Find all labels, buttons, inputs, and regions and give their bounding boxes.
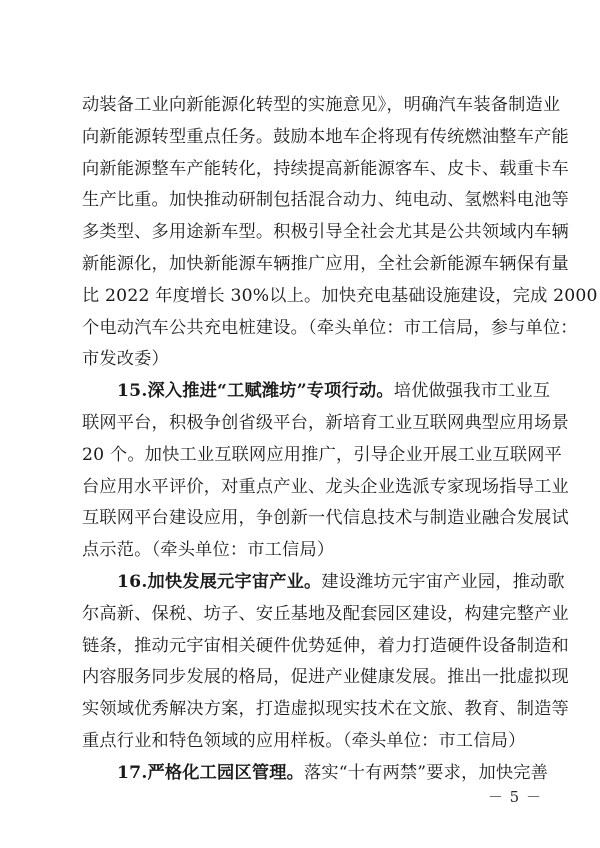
page-number: － 5 － — [487, 788, 542, 806]
text-line: 互联网平台建设应用，争创新一代信息技术与制造业融合发展试 — [82, 508, 569, 529]
paragraph-first-line — [82, 758, 549, 790]
paragraph-item-17 — [82, 758, 549, 790]
item-heading: 16.加快发展元宇宙产业。 — [117, 571, 322, 592]
text-line: 内容服务同步发展的格局，促进产业健康发展。推出一批虚拟现 — [82, 667, 569, 688]
text-line: 向新能源整车产能转化，持续提高新能源客车、皮卡、载重卡车 — [82, 158, 569, 179]
text-line: 个电动汽车公共充电桩建设。（牵头单位：市工信局，参与单位： — [82, 317, 578, 338]
text-line: 联网平台，积极争创省级平台，新培育工业互联网典型应用场景 — [82, 412, 569, 433]
paragraph-first-line — [82, 567, 565, 599]
text-run: 培优做强我市工业互 — [393, 381, 551, 402]
item-heading: 17.严格化工园区管理。 — [117, 762, 304, 783]
body-text — [82, 90, 598, 790]
text-line: 比 2022 年度增长 30%以上。加快充电基础设施建设，完成 2000 — [82, 285, 598, 306]
text-line: 动装备工业向新能源化转型的实施意见》，明确汽车装备制造业 — [82, 95, 561, 115]
text-line: 新能源化，加快新能源车辆推广应用，全社会新能源车辆保有量 — [82, 253, 569, 274]
paragraph-first-line — [82, 376, 551, 408]
paragraph-item-15 — [82, 376, 569, 567]
paragraph-item-16 — [82, 567, 569, 758]
text-line: 市发改委） — [82, 349, 169, 370]
text-line: 向新能源转型重点任务。鼓励本地车企将现有传统燃油整车产能 — [82, 126, 569, 147]
text-line: 台应用水平评价，对重点产业、龙头企业选派专家现场指导工业 — [82, 476, 569, 497]
item-heading: 15.深入推进“工赋潍坊”专项行动。 — [117, 381, 394, 402]
text-run: 建设潍坊元宇宙产业园，推动歌 — [321, 571, 565, 592]
text-line: 点示范。（牵头单位：市工信局） — [82, 540, 335, 561]
text-line: 生产比重。加快推动研制包括混合动力、纯电动、氢燃料电池等 — [82, 190, 569, 211]
text-run: 落实“十有两禁”要求，加快完善 — [304, 762, 549, 783]
text-line: 实领域优秀解决方案，打造虚拟现实技术在文旅、教育、制造等 — [82, 699, 569, 720]
text-line: 多类型、多用途新车型。积极引导全社会尤其是公共领域内车辆 — [82, 222, 569, 243]
text-line: 尔高新、保税、坊子、安丘基地及配套园区建设，构建完整产业 — [82, 603, 569, 624]
text-line: 20 个。加快工业互联网应用推广，引导企业开展工业互联网平 — [82, 444, 563, 465]
text-line: 链条，推动元宇宙相关硬件优势延伸，着力打造硬件设备制造和 — [82, 635, 569, 656]
paragraph-continued — [82, 90, 598, 376]
text-line: 重点行业和特色领域的应用样板。（牵头单位：市工信局） — [82, 730, 526, 751]
